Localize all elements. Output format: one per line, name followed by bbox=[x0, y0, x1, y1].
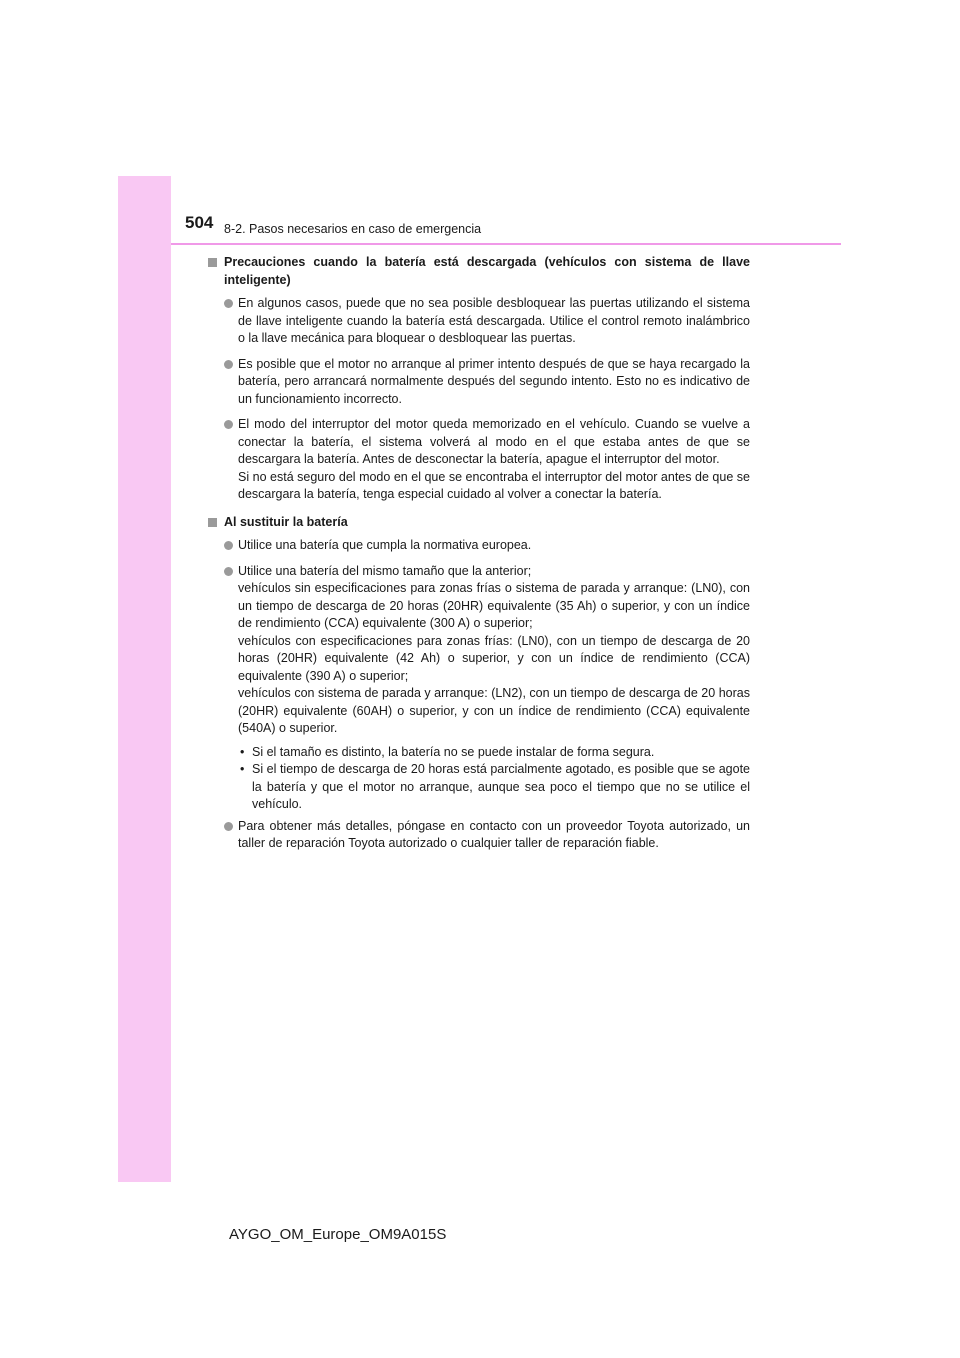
header-rule bbox=[171, 243, 841, 245]
small-dot-icon: • bbox=[240, 762, 245, 776]
list-item: El modo del interruptor del motor queda memorizado en el vehículo. Cuando se vuelve a conectar la batería, el sistema volverá al modo en el que estaba antes de que se descargara la batería. Antes de desconectar la batería, apague el interruptor del motor. Si no está seguro del modo en el que se encontraba el interruptor del motor antes de que se descargara la batería, tenga especial cuidado al volver a conectar la batería. bbox=[208, 416, 750, 504]
round-bullet-icon bbox=[224, 567, 233, 576]
round-bullet-icon bbox=[224, 360, 233, 369]
content bbox=[208, 254, 750, 853]
square-bullet-icon bbox=[208, 258, 217, 267]
section-title: 8-2. Pasos necesarios en caso de emergencia bbox=[224, 222, 482, 236]
round-bullet-icon bbox=[224, 420, 233, 429]
page-number: 504 bbox=[185, 213, 214, 232]
round-bullet-icon bbox=[224, 299, 233, 308]
list-item: Utilice una batería que cumpla la normativa europea. bbox=[208, 537, 750, 555]
sub-list-item: • Si el tiempo de descarga de 20 horas está parcialmente agotado, es posible que se agote la batería y que el motor no arranque, aunque sea poco el tiempo que no se utilice el vehículo. bbox=[240, 762, 750, 811]
small-dot-icon: • bbox=[240, 744, 245, 759]
round-bullet-icon bbox=[224, 822, 233, 831]
section-heading: Al sustituir la batería bbox=[208, 514, 750, 532]
document-code: AYGO_OM_Europe_OM9A015S bbox=[229, 1226, 447, 1243]
list-item: Para obtener más detalles, póngase en contacto con un proveedor Toyota autorizado, un taller de reparación Toyota autorizado o cualquier taller de reparación fiable. bbox=[208, 818, 750, 853]
sub-list bbox=[208, 744, 750, 814]
round-bullet-icon bbox=[224, 541, 233, 550]
section-heading: Precauciones cuando la batería está descargada (vehículos con sistema de llave inteligente) bbox=[208, 254, 750, 289]
square-bullet-icon bbox=[208, 518, 217, 527]
list-item: En algunos casos, puede que no sea posible desbloquear las puertas utilizando el sistema de llave inteligente cuando la batería está descargada. Utilice el control remoto inalámbrico o la llave mecánica para bloquear o desbloquear las puertas. bbox=[208, 295, 750, 348]
sub-list-item: • Si el tamaño es distinto, la batería no se puede instalar de forma segura. bbox=[238, 744, 750, 762]
list-item: Es posible que el motor no arranque al primer intento después de que se haya recargado la batería, pero arrancará normalmente después del segundo intento. Esto no es indicativo de un funcionamiento incorrecto. bbox=[208, 356, 750, 409]
side-band bbox=[118, 176, 171, 1182]
list-item: Utilice una batería del mismo tamaño que la anterior; vehículos sin especificaciones para zonas frías o sistema de parada y arranque: (LN0), con un tiempo de descarga de 20 horas (20HR) equivalente (35 Ah) o superior, y con un índice de rendimiento (CCA) equivalente (300 A) o superior; vehículos con especificaciones para zonas frías: (LN0), con un tiempo de descarga de 20 horas (20HR) equivalente (42 Ah) o superior, y con un índice de rendimiento (CCA) equivalente (390 A) o superior; vehículos con sistema de parada y arranque: (LN2), con un tiempo de descarga de 20 horas (20HR) equivalente (60AH) o superior, y con un índice de rendimiento (CCA) equivalente (540A) o superior. bbox=[208, 563, 750, 738]
